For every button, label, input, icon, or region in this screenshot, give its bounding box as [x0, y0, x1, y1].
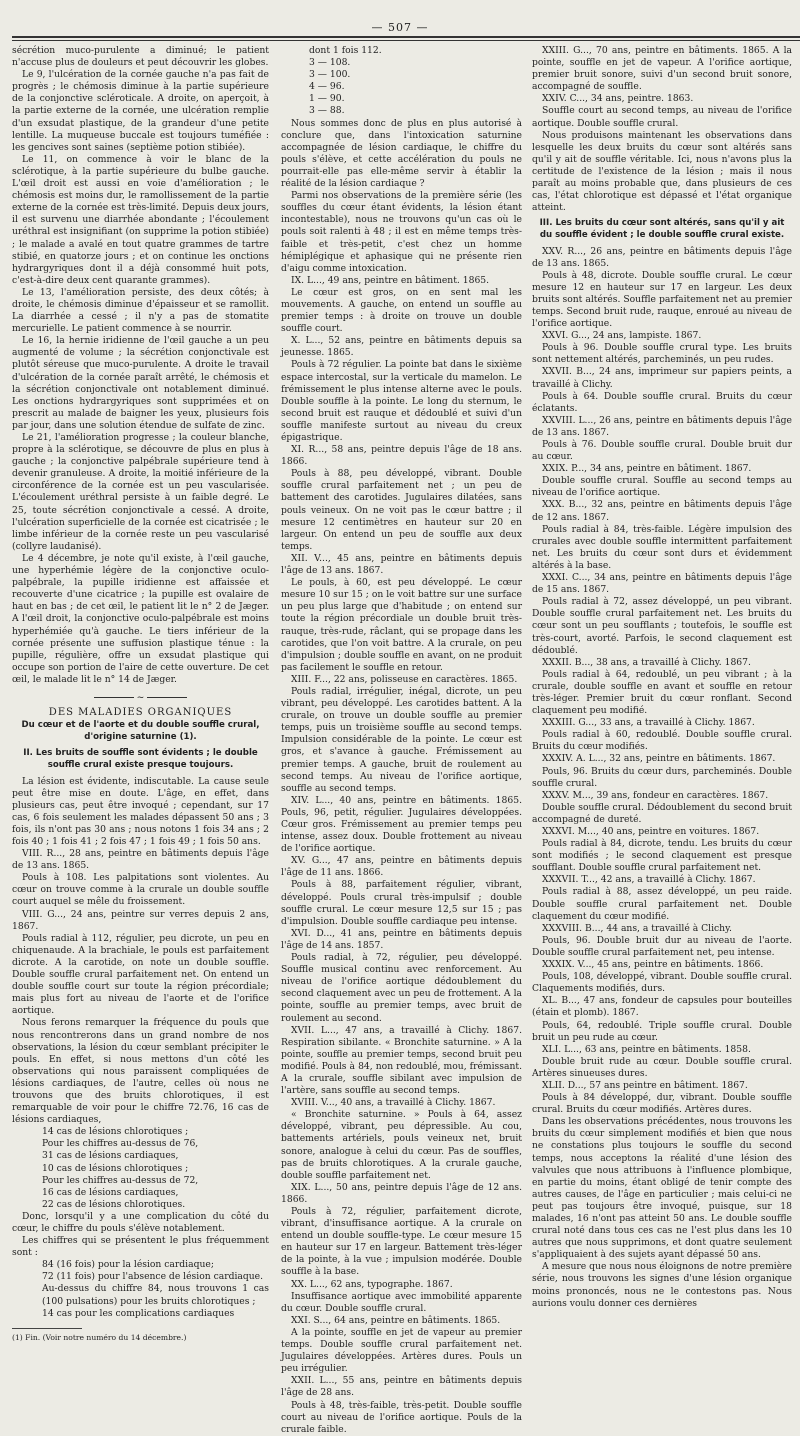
column-middle — [281, 45, 522, 1435]
paragraph: Pouls radial à 60, redoublé. Double souffle crural. Bruits du cœur modifiés. — [532, 729, 792, 753]
column-left — [12, 45, 269, 1342]
page-number: — 507 — — [371, 21, 429, 34]
paragraph: Le 4 décembre, je note qu'il existe, à l'œil gauche, une hyperhémie légère de la conjonctive oculo-palpébrale, la pupille iridienne est affaissée et recouverte d'une cicatrice ; la pupille est ovalaire de haut en bas ; de cet œil, le patient lit le n° 2 de Jæger. A l'œil droit, la conjonctive oculo-palpébrale est moins hyperhémiée qu'à gauche. Le tiers inférieur de la cornée présente une suffusion plastique ténue : la pupille, régulière, offre un exsudat plastique qui occupe son portion de l'aire de cette ouverture. De cet œil, le malade lit le n° 14 de Jæger. — [12, 552, 269, 685]
observation-heading: XXXIII. G..., 33 ans, a travaillé à Clichy. 1867. — [542, 717, 755, 729]
observation-heading: XXII. L..., 55 ans, peintre en bâtiments depuis l'âge de 28 ans. — [281, 1375, 522, 1399]
observation-heading: XLII. D..., 57 ans peintre en bâtiment. 1867. — [542, 1079, 748, 1091]
paragraph: Insuffisance aortique avec immobilité apparente du cœur. Double souffle crural. — [281, 1290, 522, 1314]
paragraph: Le cœur est gros, on en sent mal les mouvements. A gauche, on entend un souffle au premier temps : à droite on trouve un double souffle court. — [281, 286, 522, 335]
observation-heading: XXVII. B..., 24 ans, imprimeur sur papiers peints, a travaillé à Clichy. — [532, 366, 792, 390]
pulse-line: 3 — 108. — [309, 57, 351, 69]
paragraph: Pouls, 96. Double bruit dur au niveau de l'aorte. Double souffle crural parfaitement net, peu intense. — [532, 934, 792, 958]
observation-heading: XXVIII. L..., 26 ans, peintre en bâtiments depuis l'âge de 13 ans. 1867. — [532, 414, 792, 438]
count-line: Pour les chiffres au-dessus de 72, — [42, 1174, 199, 1186]
paragraph: Pouls à 48, dicrote. Double souffle crural. Le cœur mesure 12 en hauteur sur 17 en largeur. Les deux bruits sont altérés. Souffle parfaitement net au premier temps. Second bruit rude, rauque, enroué au niveau de l'orifice aortique. — [532, 269, 792, 330]
paragraph: Pouls à 108. Les palpitations sont violentes. Au cœur on trouve comme à la crurale un double souffle court auquel se mêle du froissement. — [12, 872, 269, 908]
observation-heading: XXIX. P..., 34 ans, peintre en bâtiment. 1867. — [542, 463, 752, 475]
paragraph: « Bronchite saturnine. » Pouls à 64, assez développé, vibrant, peu dépressible. Au cou, battements artériels, pouls veineux net, bruit sonore, analogue à celui du cœur. Pas de souffles, pas de bruits chlorotiques. A la crurale gauche, double souffle parfaitement net. — [281, 1109, 522, 1181]
pulse-line: 1 — 90. — [309, 93, 345, 105]
observation-heading: XXXI. C..., 34 ans, peintre en bâtiments depuis l'âge de 15 ans. 1867. — [532, 572, 792, 596]
paragraph: XIV. L..., 40 ans, peintre en bâtiments. 1865. Pouls, 96, petit, régulier. Jugulaires développées. Cœur gros. Frémissement au premier temps peu intense, assez doux. Double frottement au niveau de l'orifice aortique. — [281, 794, 522, 855]
paragraph: sécrétion muco-purulente a diminué; le patient n'accuse plus de douleurs et peut découvrir les globes. — [12, 45, 269, 69]
paragraph: Pouls à 88, peu développé, vibrant. Double souffle crural parfaitement net ; un peu de battement des carotides. Jugulaires dilatées, sans pouls veineux. On ne voit pas le cœur battre ; il mesure 12 centimètres en hauteur sur 20 en largeur. On entend un peu de souffle aux deux temps. — [281, 468, 522, 552]
observation-heading: XXXV. M..., 39 ans, fondeur en caractères. 1867. — [542, 789, 769, 801]
observation-heading: XII. V..., 45 ans, peintre en bâtiments depuis l'âge de 13 ans. 1867. — [281, 552, 522, 577]
stats-line: Au-dessus du chiffre 84, nous trouvons 1 cas (100 pulsations) pour les bruits chlorotiques ; — [42, 1283, 269, 1307]
paragraph: Double souffle crural. Souffle au second temps au niveau de l'orifice aortique. — [532, 475, 792, 499]
section-subtitle: Du cœur et de l'aorte et du double souffle crural, d'origine saturnine (1). — [21, 720, 260, 743]
paragraph: Pouls à 72 régulier. La pointe bat dans le sixième espace intercostal, sur la verticale du mamelon. Le frémissement le plus intense alterne avec le pouls. Double souffle à la pointe. Le long du sternum, le second bruit est rauque et dédoublé et suivi d'un souffle manifeste surtout au niveau du creux épigastrique. — [281, 359, 522, 443]
paragraph: Le pouls, à 60, est peu développé. Le cœur mesure 10 sur 15 ; on le voit battre sur une surface un peu plus large que d'habitude ; on entend sur toute la région précordiale un double bruit très-rauque, très-rude, râclant, qui se propage dans les carotides, que l'on voit battre. A la crurale, on peu d'impulsion ; double souffle en avant, on ne produit pas facilement le souffle en retour. — [281, 577, 522, 673]
subsection-heading: III. Les bruits du cœur sont altérés, sans qu'il y ait du souffle évident ; le double souffle crural existe. — [539, 218, 785, 241]
paragraph: Pouls radial à 88, assez développé, un peu raide. Double souffle crural parfaitement net. Double claquement du cœur modifié. — [532, 886, 792, 922]
subsection-heading: II. Les bruits de souffle sont évidents ; le double souffle crural existe presque toujours. — [23, 748, 258, 771]
count-line: 10 cas de lésions chlorotiques ; — [42, 1162, 189, 1174]
stats-line: 14 cas pour les complications cardiaques — [42, 1307, 235, 1319]
paragraph: Souffle court au second temps, au niveau de l'orifice aortique. Double souffle crural. — [532, 105, 792, 129]
observation-heading: XX. L..., 62 ans, typographe. 1867. — [291, 1278, 453, 1290]
paragraph: Le 9, l'ulcération de la cornée gauche n'a pas fait de progrès ; le chémosis diminue à la partie supérieure de la conjonctive scléroticale. A droite, on aperçoit, à la partie externe de la cornée, une ulcération remplie d'un exsudat plastique, de la grandeur d'une petite lentille. La muqueuse buccale est toujours tuméfiée : les gencives sont saines (septième potion stibiée). — [12, 69, 269, 153]
paragraph: Nous produisons maintenant les observations dans lesquelle les deux bruits du cœur sont altérés sans qu'il y ait de souffle véritable. Ici, nous n'avons plus la certitude de l'existence de la lésion ; mais il nous paraît au moins probable que, dans plusieurs de ces cas, l'état chlorotique est dépassé et l'état organique atteint. — [532, 129, 792, 214]
paragraph: Double bruit rude au cœur. Double souffle crural. Artères sinueuses dures. — [532, 1055, 792, 1079]
paragraph: Nous ferons remarquer la fréquence du pouls que nous rencontrerons dans un grand nombre de nos observations, la lésion du cœur semblant précipiter le pouls. En effet, si nous mettons d'un côté les observations qui nous paraissent compliquées de lésions cardiaques, de l'autre, celles où nous ne trouvons que des bruits chlorotiques, il est remarquable de voir pour le chiffre 72.76, 16 cas de lésions cardiaques, — [12, 1017, 269, 1126]
observation-heading: XXX. B..., 32 ans, peintre en bâtiments depuis l'âge de 12 ans. 1867. — [532, 499, 792, 523]
observation-heading: XLI. L..., 63 ans, peintre en bâtiments. 1858. — [542, 1043, 751, 1055]
stats-line: 84 (16 fois) pour la lésion cardiaque; — [42, 1259, 214, 1271]
paragraph: Pouls à 72, régulier, parfaitement dicrote, vibrant, d'insuffisance aortique. A la crurale on entend un double souffle-type. Le cœur mesure 15 en hauteur sur 17 en largeur. Battement très-léger de la pointe, à la vue ; impulsion modérée. Double souffle à la base. — [281, 1206, 522, 1278]
paragraph: Le 13, l'amélioration persiste, des deux côtés; à droite, le chémosis diminue d'épaisseur et se ramollit. La diarrhée a cessé ; il n'y a pas de stomatite mercurielle. Le patient commence à se nourrir. — [12, 286, 269, 335]
observation-heading: XXXIV. A. L..., 32 ans, peintre en bâtiments. 1867. — [542, 753, 776, 765]
paragraph: Pouls, 96. Bruits du cœur durs, parcheminés. Double souffle crural. — [532, 765, 792, 789]
observation-heading: IX. L..., 49 ans, peintre en bâtiment. 1865. — [291, 274, 490, 286]
paragraph: Pouls radial, à 72, régulier, peu développé. Souffle musical continu avec renforcement. Au niveau de l'orifice aortique dédoublement du second claquement avec un peu de frottement. A la pointe, souffle au premier temps, avec bruit de roulement au second. — [281, 952, 522, 1024]
count-line: Pour les chiffres au-dessus de 76, — [42, 1138, 199, 1150]
stats-line: 72 (11 fois) pour l'absence de lésion cardiaque. — [42, 1271, 264, 1283]
count-line: 16 cas de lésions cardiaques, — [42, 1186, 179, 1198]
observation-heading: XXXIX. V..., 45 ans, peintre en bâtiments. 1866. — [542, 959, 764, 971]
paragraph: A mesure que nous nous éloignons de notre première série, nous trouvons les signes d'une lésion organique moins prononcés, nous ne le contestons pas. Nous aurions voulu donner ces dernières — [532, 1261, 792, 1309]
pulse-line: 3 — 88. — [309, 105, 345, 117]
paragraph: Pouls à 96. Double souffle crural type. Les bruits sont nettement altérés, parcheminés, un peu rudes. — [532, 342, 792, 366]
paragraph: Pouls à 64. Double souffle crural. Bruits du cœur éclatants. — [532, 390, 792, 414]
count-line: 22 cas de lésions chlorotiques. — [42, 1198, 186, 1210]
footnote: (1) Fin. (Voir notre numéro du 14 décembre.) — [12, 1332, 187, 1342]
count-line: 31 cas de lésions cardiaques, — [42, 1150, 179, 1162]
observation-heading: XL. B..., 47 ans, fondeur de capsules pour bouteilles (étain et plomb). 1867. — [532, 995, 792, 1019]
count-line: 14 cas de lésions chlorotiques ; — [42, 1126, 189, 1138]
column-right — [532, 45, 792, 1309]
observation-heading: XXIV. C..., 34 ans, peintre. 1863. — [542, 93, 694, 105]
paragraph: Parmi nos observations de la première série (les souffles du cœur étant évidents, la lésion étant incontestable), nous ne trouvons qu'un cas où le pouls soit ralenti à 48 ; il est en même temps très-faible et très-petit, c'est chez un homme hémiplégique et aphasique qui ne présente rien d'aigu comme intoxication. — [281, 190, 522, 274]
stats-list — [42, 1259, 269, 1319]
observation-heading: XXXVI. M..., 40 ans, peintre en voitures. 1867. — [542, 826, 760, 837]
count-list — [42, 1126, 269, 1211]
observation-heading: XV. G..., 47 ans, peintre en bâtiments depuis l'âge de 11 ans. 1866. — [281, 855, 522, 879]
paragraph: Nous sommes donc de plus en plus autorisé à conclure que, dans l'intoxication saturnine accompagnée de lésion cardiaque, le chiffre du pouls s'élève, et cette accélération du pouls ne pourrait-elle pas elle-même servir à établir la réalité de la lésion cardiaque ? — [281, 117, 522, 190]
observation-heading: XI. R..., 58 ans, peintre depuis l'âge de 18 ans. 1866. — [281, 444, 522, 468]
paragraph: Les chiffres qui se présentent le plus fréquemment sont : — [12, 1235, 269, 1259]
paragraph: Pouls radial à 72, assez développé, un peu vibrant. Double souffle crural parfaitement net. Les bruits du cœur sont un peu soufflants ; toutefois, le souffle est très-court, avorté. Parfois, le second claquement est dédoublé. — [532, 596, 792, 656]
pulse-line: 4 — 96. — [309, 81, 345, 93]
paragraph: Pouls à 76. Double souffle crural. Double bruit dur au cœur. — [532, 439, 792, 463]
paragraph: Le 21, l'amélioration progresse ; la couleur blanche, propre à la sclérotique, se découvre de plus en plus à gauche ; la conjonctive palpébrale supérieure tend à devenir granuleuse. A droite, la moitié inférieure de la circonférence de la cornée est un peu vascularisée. L'écoulement uréthral persiste à un faible degré. Le 25, toute sécrétion conjonctivale a cessé. A droite, l'ulcération superficielle de la cornée est cicatrisée ; le limbe inférieur de la cornée reste un peu vascularisé (collyre laudanisé). — [12, 432, 269, 552]
header-rule-thin — [12, 40, 800, 41]
observation-heading: XXXII. B..., 38 ans, a travaillé à Clichy. 1867. — [542, 656, 751, 668]
observation-heading: VIII. G..., 24 ans, peintre sur verres depuis 2 ans, 1867. — [12, 908, 269, 932]
paragraph: Donc, lorsqu'il y a une complication du côté du cœur, le chiffre du pouls s'élève notablement. — [12, 1210, 269, 1234]
paragraph: Double souffle crural. Dédoublement du second bruit accompagné de dureté. — [532, 801, 792, 825]
observation-heading: XIII. F..., 22 ans, polisseuse en caractères. 1865. — [291, 673, 518, 685]
paragraph: La lésion est évidente, indiscutable. La cause seule peut être mise en doute. L'âge, en effet, dans plusieurs cas, peut être invoqué ; cependant, sur 17 cas, 6 fois seulement les malades dépassent 50 ans ; 3 fois, ils n'ont pas 30 ans ; nous notons 1 fois 34 ans ; 2 fois 40 ; 1 fois 41 ; 2 fois 47 ; 1 fois 49 ; 1 fois 50 ans. — [12, 775, 269, 847]
paragraph: Le 11, on commence à voir le blanc de la sclérotique, à la partie supérieure du bulbe gauche. L'œil droit est aussi en voie d'amélioration ; le chémosis est moins dur, le ramollissement de la partie externe de la cornée est très-limité. Depuis deux jours, il est survenu une diarrhée abondante ; l'écoulement uréthral est insignifiant (on supprime la potion stibiée) ; le malade a avalé en tout quatre grammes de tartre stibié, en quatorze jours ; et on continue les onctions hydrargyriques dont il a déjà consommé huit pots, c'est-à-dire deux cent quarante grammes). — [12, 153, 269, 286]
paragraph: Pouls radial à 84, très-faible. Légère impulsion des crurales avec double souffle intermittent parfaitement net. Les bruits du cœur sont durs et évidemment altérés à la base. — [532, 523, 792, 571]
observation-heading: XXV. R..., 26 ans, peintre en bâtiments depuis l'âge de 13 ans. 1865. — [532, 245, 792, 269]
paragraph: Pouls à 48, très-faible, très-petit. Double souffle court au niveau de l'orifice aortique. Pouls de la crurale faible. — [281, 1399, 522, 1435]
observation-heading: XXVI. G..., 24 ans, lampiste. 1867. — [542, 330, 702, 342]
pulse-list — [309, 45, 522, 118]
section-title: DES MALADIES ORGANIQUES — [48, 707, 233, 719]
header-rule — [12, 36, 800, 38]
paragraph: XVII. L..., 47 ans, a travaillé à Clichy. 1867. Respiration sibilante. « Bronchite saturnine. » A la pointe, souffle au premier temps, second bruit peu modifié. Pouls à 84, non redoublé, mou, frémissant. A la crurale, souffle sibilant avec impulsion de l'artère, sans souffle au second temps. — [281, 1024, 522, 1097]
observation-heading: XXXVIII. B..., 44 ans, a travaillé à Clichy. — [542, 922, 732, 934]
paragraph: XXIII. G..., 70 ans, peintre en bâtiments. 1865. A la pointe, souffle en jet de vapeur. A l'orifice aortique, premier bruit sonore, suivi d'un second bruit sonore, accompagné de souffle. — [532, 45, 792, 93]
paragraph: Pouls à 88, parfaitement régulier, vibrant, développé. Pouls crural très-impulsif ; double souffle crural. Le cœur mesure 12,5 sur 15 ; pas d'impulsion. Double souffle cardiaque peu intense. — [281, 879, 522, 927]
paragraph: Dans les observations précédentes, nous trouvons les bruits du cœur simplement modifiés et bien que nous ne constations plus toujours le souffle du second temps, nous acceptons la réalité d'une lésion des valvules que nous attribuons à l'influence plombique, en partie du moins, étant obligé de tenir compte des autres causes, de l'âge en particulier ; mais celui-ci ne peut pas toujours être invoqué, puisque, sur 18 malades, 16 n'ont pas atteint 50 ans. Le double souffle crural noté dans tous ces cas ne l'est plus dans les 10 autres que nous supprimons, et dont quatre seulement s'appliquaient à des sujets ayant dépassé 50 ans. — [532, 1116, 792, 1261]
observation-heading: XVIII. V..., 40 ans, a travaillé à Clichy. 1867. — [291, 1097, 496, 1109]
observation-heading: XXI. S..., 64 ans, peintre en bâtiments. 1865. — [291, 1314, 501, 1326]
paragraph: Pouls radial à 84, dicrote, tendu. Les bruits du cœur sont modifiés ; le second claquement est presque soufflant. Double souffle crural parfaitement net. — [532, 838, 792, 874]
footnote-rule — [12, 1328, 82, 1329]
paragraph: Pouls, 108, développé, vibrant. Double souffle crural. Claquements modifiés, durs. — [532, 971, 792, 995]
paragraph: Pouls, 64, redoublé. Triple souffle crural. Double bruit un peu rude au cœur. — [532, 1019, 792, 1043]
pulse-line: 3 — 100. — [309, 69, 351, 81]
paragraph: Pouls à 84 développé, dur, vibrant. Double souffle crural. Bruits du cœur modifiés. Artères dures. — [532, 1092, 792, 1116]
observation-heading: VIII. R..., 28 ans, peintre en bâtiments depuis l'âge de 13 ans. 1865. — [12, 848, 269, 872]
paragraph: Pouls radial à 64, redoublé, un peu vibrant ; à la crurale, double souffle en avant et souffle en retour très-léger. Premier bruit du cœur ronflant. Second claquement peu modifié. — [532, 668, 792, 717]
section-divider: ~ — [12, 692, 269, 704]
observation-heading: XIX. L..., 50 ans, peintre depuis l'âge de 12 ans. 1866. — [281, 1181, 522, 1205]
paragraph: Pouls radial à 112, régulier, peu dicrote, un peu en chiquenaude. A la brachiale, le pouls est parfaitement dicrote. A la carotide, on note un double souffle. Double souffle crural parfaitement net. On entend un double souffle court sur toute la région précordiale; mais plus fort au niveau de l'aorte et de l'orifice aortique. — [12, 932, 269, 1017]
paragraph: Le 16, la hernie iridienne de l'œil gauche a un peu augmenté de volume ; la sécrétion conjonctivale est plutôt séreuse que muco-purulente. A droite le travail d'ulcération de la cornée paraît arrêté, le chémosis et la sécrétion conjonctivale ont notablement diminué. Les onctions hydrargyriques sont supprimées et on prescrit au malade de baigner les yeux, plusieurs fois par jour, dans une solution étendue de sulfate de zinc. — [12, 335, 269, 431]
observation-heading: XXXVII. T..., 42 ans, a travaillé à Clichy. 1867. — [542, 874, 756, 886]
observation-heading: XVI. D..., 41 ans, peintre en bâtiments depuis l'âge de 14 ans. 1857. — [281, 927, 522, 951]
paragraph: A la pointe, souffle en jet de vapeur au premier temps. Double souffle crural parfaitement net. Jugulaires développées. Artères dures. Pouls un peu irrégulier. — [281, 1326, 522, 1375]
pulse-line: dont 1 fois 112. — [309, 45, 382, 56]
paragraph: Pouls radial, irrégulier, inégal, dicrote, un peu vibrant, peu développé. Les carotides battent. A la crurale, on trouve un double souffle au premier temps, puis un troisième souffle au second temps. Impulsion considérable de la pointe. Le cœur est gros, et s'avance à gauche. Frémissement au premier temps. A gauche, bruit de roulement au second temps. Au niveau de l'orifice aortique, souffle au second temps. — [281, 685, 522, 794]
observation-heading: X. L..., 52 ans, peintre en bâtiments depuis sa jeunesse. 1865. — [281, 335, 522, 359]
